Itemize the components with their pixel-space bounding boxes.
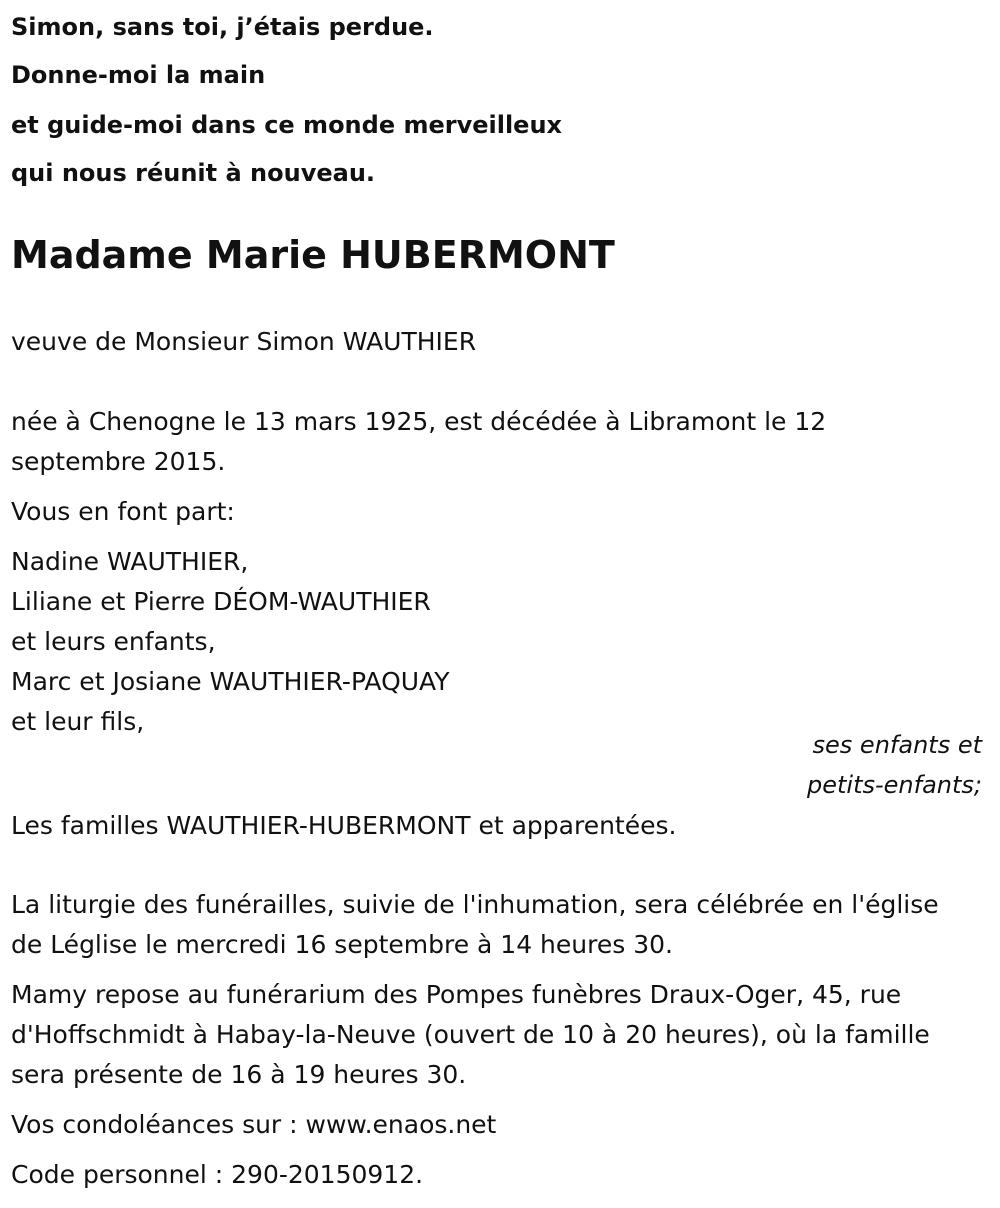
birth-death-line: née à Chenogne le 13 mars 1925, est décédée à Libramont le 12: [11, 407, 827, 436]
families-line: Les familles WAUTHIER-HUBERMONT et apparentées.: [11, 811, 677, 840]
personal-code: Code personnel : 290-20150912.: [11, 1160, 424, 1189]
poem-line: Simon, sans toi, j’étais perdue.: [11, 13, 434, 41]
announcer-line: et leur fils,: [11, 707, 145, 736]
spouse-line: veuve de Monsieur Simon WAUTHIER: [11, 327, 477, 356]
rest-line: sera présente de 16 à 19 heures 30.: [11, 1060, 467, 1089]
birth-death-line: septembre 2015.: [11, 447, 226, 476]
liturgy-line: La liturgie des funérailles, suivie de l'inhumation, sera célébrée en l'église: [11, 890, 939, 919]
deceased-name: Madame Marie HUBERMONT: [11, 233, 615, 277]
rest-line: Mamy repose au funérarium des Pompes funèbres Draux-Oger, 45, rue: [11, 980, 902, 1009]
poem-line: qui nous réunit à nouveau.: [11, 159, 376, 187]
relation-label: ses enfants et: [812, 731, 982, 759]
poem-line: Donne-moi la main: [11, 61, 266, 89]
announcer-line: et leurs enfants,: [11, 627, 216, 656]
poem-line: et guide-moi dans ce monde merveilleux: [11, 111, 563, 139]
announcer-line: Liliane et Pierre DÉOM-WAUTHIER: [11, 587, 431, 616]
relation-label: petits-enfants;: [807, 771, 982, 799]
condolences-line: Vos condoléances sur : www.enaos.net: [11, 1110, 497, 1139]
announcer-line: Nadine WAUTHIER,: [11, 547, 249, 576]
rest-line: d'Hoffschmidt à Habay-la-Neuve (ouvert de 10 à 20 heures), où la famille: [11, 1020, 930, 1049]
announcers-intro: Vous en font part:: [11, 497, 235, 526]
liturgy-line: de Léglise le mercredi 16 septembre à 14 heures 30.: [11, 930, 673, 959]
announcer-line: Marc et Josiane WAUTHIER-PAQUAY: [11, 667, 450, 696]
